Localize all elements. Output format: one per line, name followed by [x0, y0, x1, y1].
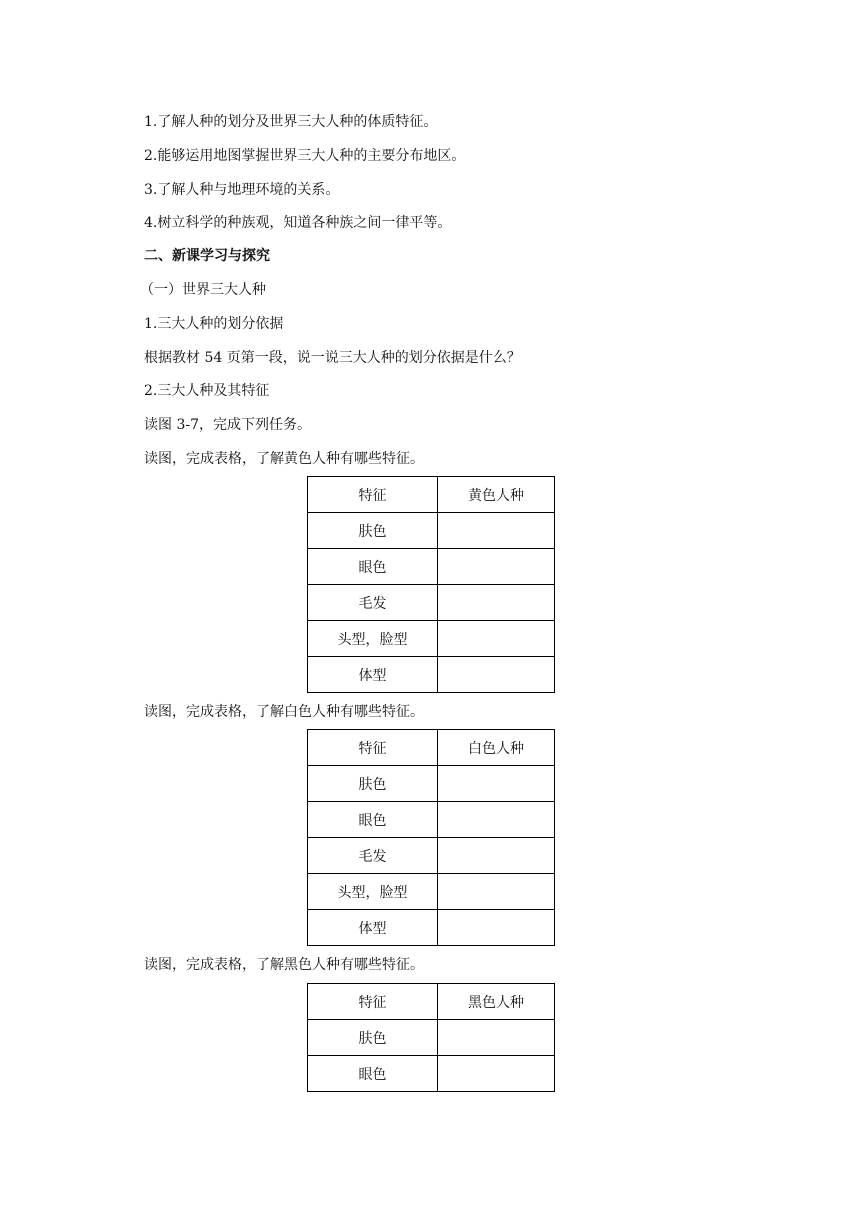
answer-cell[interactable] [438, 1056, 555, 1092]
table-header-row [308, 984, 555, 1020]
black-race-table [307, 983, 555, 1092]
table-header-row [308, 477, 555, 513]
row-label: 眼色 [308, 1056, 438, 1092]
answer-cell[interactable] [438, 585, 555, 621]
table-row [308, 513, 555, 549]
header-feature: 特征 [308, 477, 438, 513]
table-row [308, 657, 555, 693]
table-intro-yellow: 读图，完成表格，了解黄色人种有哪些特征。 [144, 451, 424, 467]
answer-cell[interactable] [438, 802, 555, 838]
table-intro-black: 读图，完成表格，了解黑色人种有哪些特征。 [144, 957, 424, 973]
row-label: 体型 [308, 657, 438, 693]
header-feature: 特征 [308, 984, 438, 1020]
row-label: 毛发 [308, 585, 438, 621]
objective-1: 1.了解人种的划分及世界三大人种的体质特征。 [144, 114, 438, 130]
row-label: 肤色 [308, 1020, 438, 1056]
row-label: 肤色 [308, 766, 438, 802]
header-feature: 特征 [308, 730, 438, 766]
objective-2: 2.能够运用地图掌握世界三大人种的主要分布地区。 [144, 148, 466, 164]
row-label: 毛发 [308, 838, 438, 874]
header-race: 白色人种 [438, 730, 555, 766]
white-race-table [307, 729, 555, 946]
yellow-race-table [307, 476, 555, 693]
item2-title: 2.三大人种及其特征 [144, 383, 270, 399]
row-label: 肤色 [308, 513, 438, 549]
row-label: 体型 [308, 910, 438, 946]
answer-cell[interactable] [438, 657, 555, 693]
answer-cell[interactable] [438, 874, 555, 910]
item2-instruction: 读图 3-7，完成下列任务。 [144, 417, 311, 433]
subsection-title: （一）世界三大人种 [140, 282, 266, 298]
answer-cell[interactable] [438, 621, 555, 657]
row-label: 眼色 [308, 549, 438, 585]
row-label: 眼色 [308, 802, 438, 838]
objective-4: 4.树立科学的种族观，知道各种族之间一律平等。 [144, 215, 452, 231]
table-row [308, 838, 555, 874]
table-row [308, 1020, 555, 1056]
header-race: 黄色人种 [438, 477, 555, 513]
answer-cell[interactable] [438, 766, 555, 802]
objective-3: 3.了解人种与地理环境的关系。 [144, 182, 340, 198]
table-row [308, 1056, 555, 1092]
table-header-row [308, 730, 555, 766]
row-label: 头型，脸型 [308, 874, 438, 910]
row-label: 头型，脸型 [308, 621, 438, 657]
table-row [308, 874, 555, 910]
answer-cell[interactable] [438, 910, 555, 946]
item1-title: 1.三大人种的划分依据 [144, 316, 284, 332]
item1-question: 根据教材 54 页第一段，说一说三大人种的划分依据是什么？ [144, 350, 521, 366]
answer-cell[interactable] [438, 513, 555, 549]
table-row [308, 549, 555, 585]
table-row [308, 766, 555, 802]
table-row [308, 910, 555, 946]
table-row [308, 585, 555, 621]
header-race: 黑色人种 [438, 984, 555, 1020]
table-intro-white: 读图，完成表格，了解白色人种有哪些特征。 [144, 704, 424, 720]
answer-cell[interactable] [438, 838, 555, 874]
section-title: 二、新课学习与探究 [144, 248, 270, 264]
answer-cell[interactable] [438, 549, 555, 585]
table-row [308, 621, 555, 657]
answer-cell[interactable] [438, 1020, 555, 1056]
table-row [308, 802, 555, 838]
